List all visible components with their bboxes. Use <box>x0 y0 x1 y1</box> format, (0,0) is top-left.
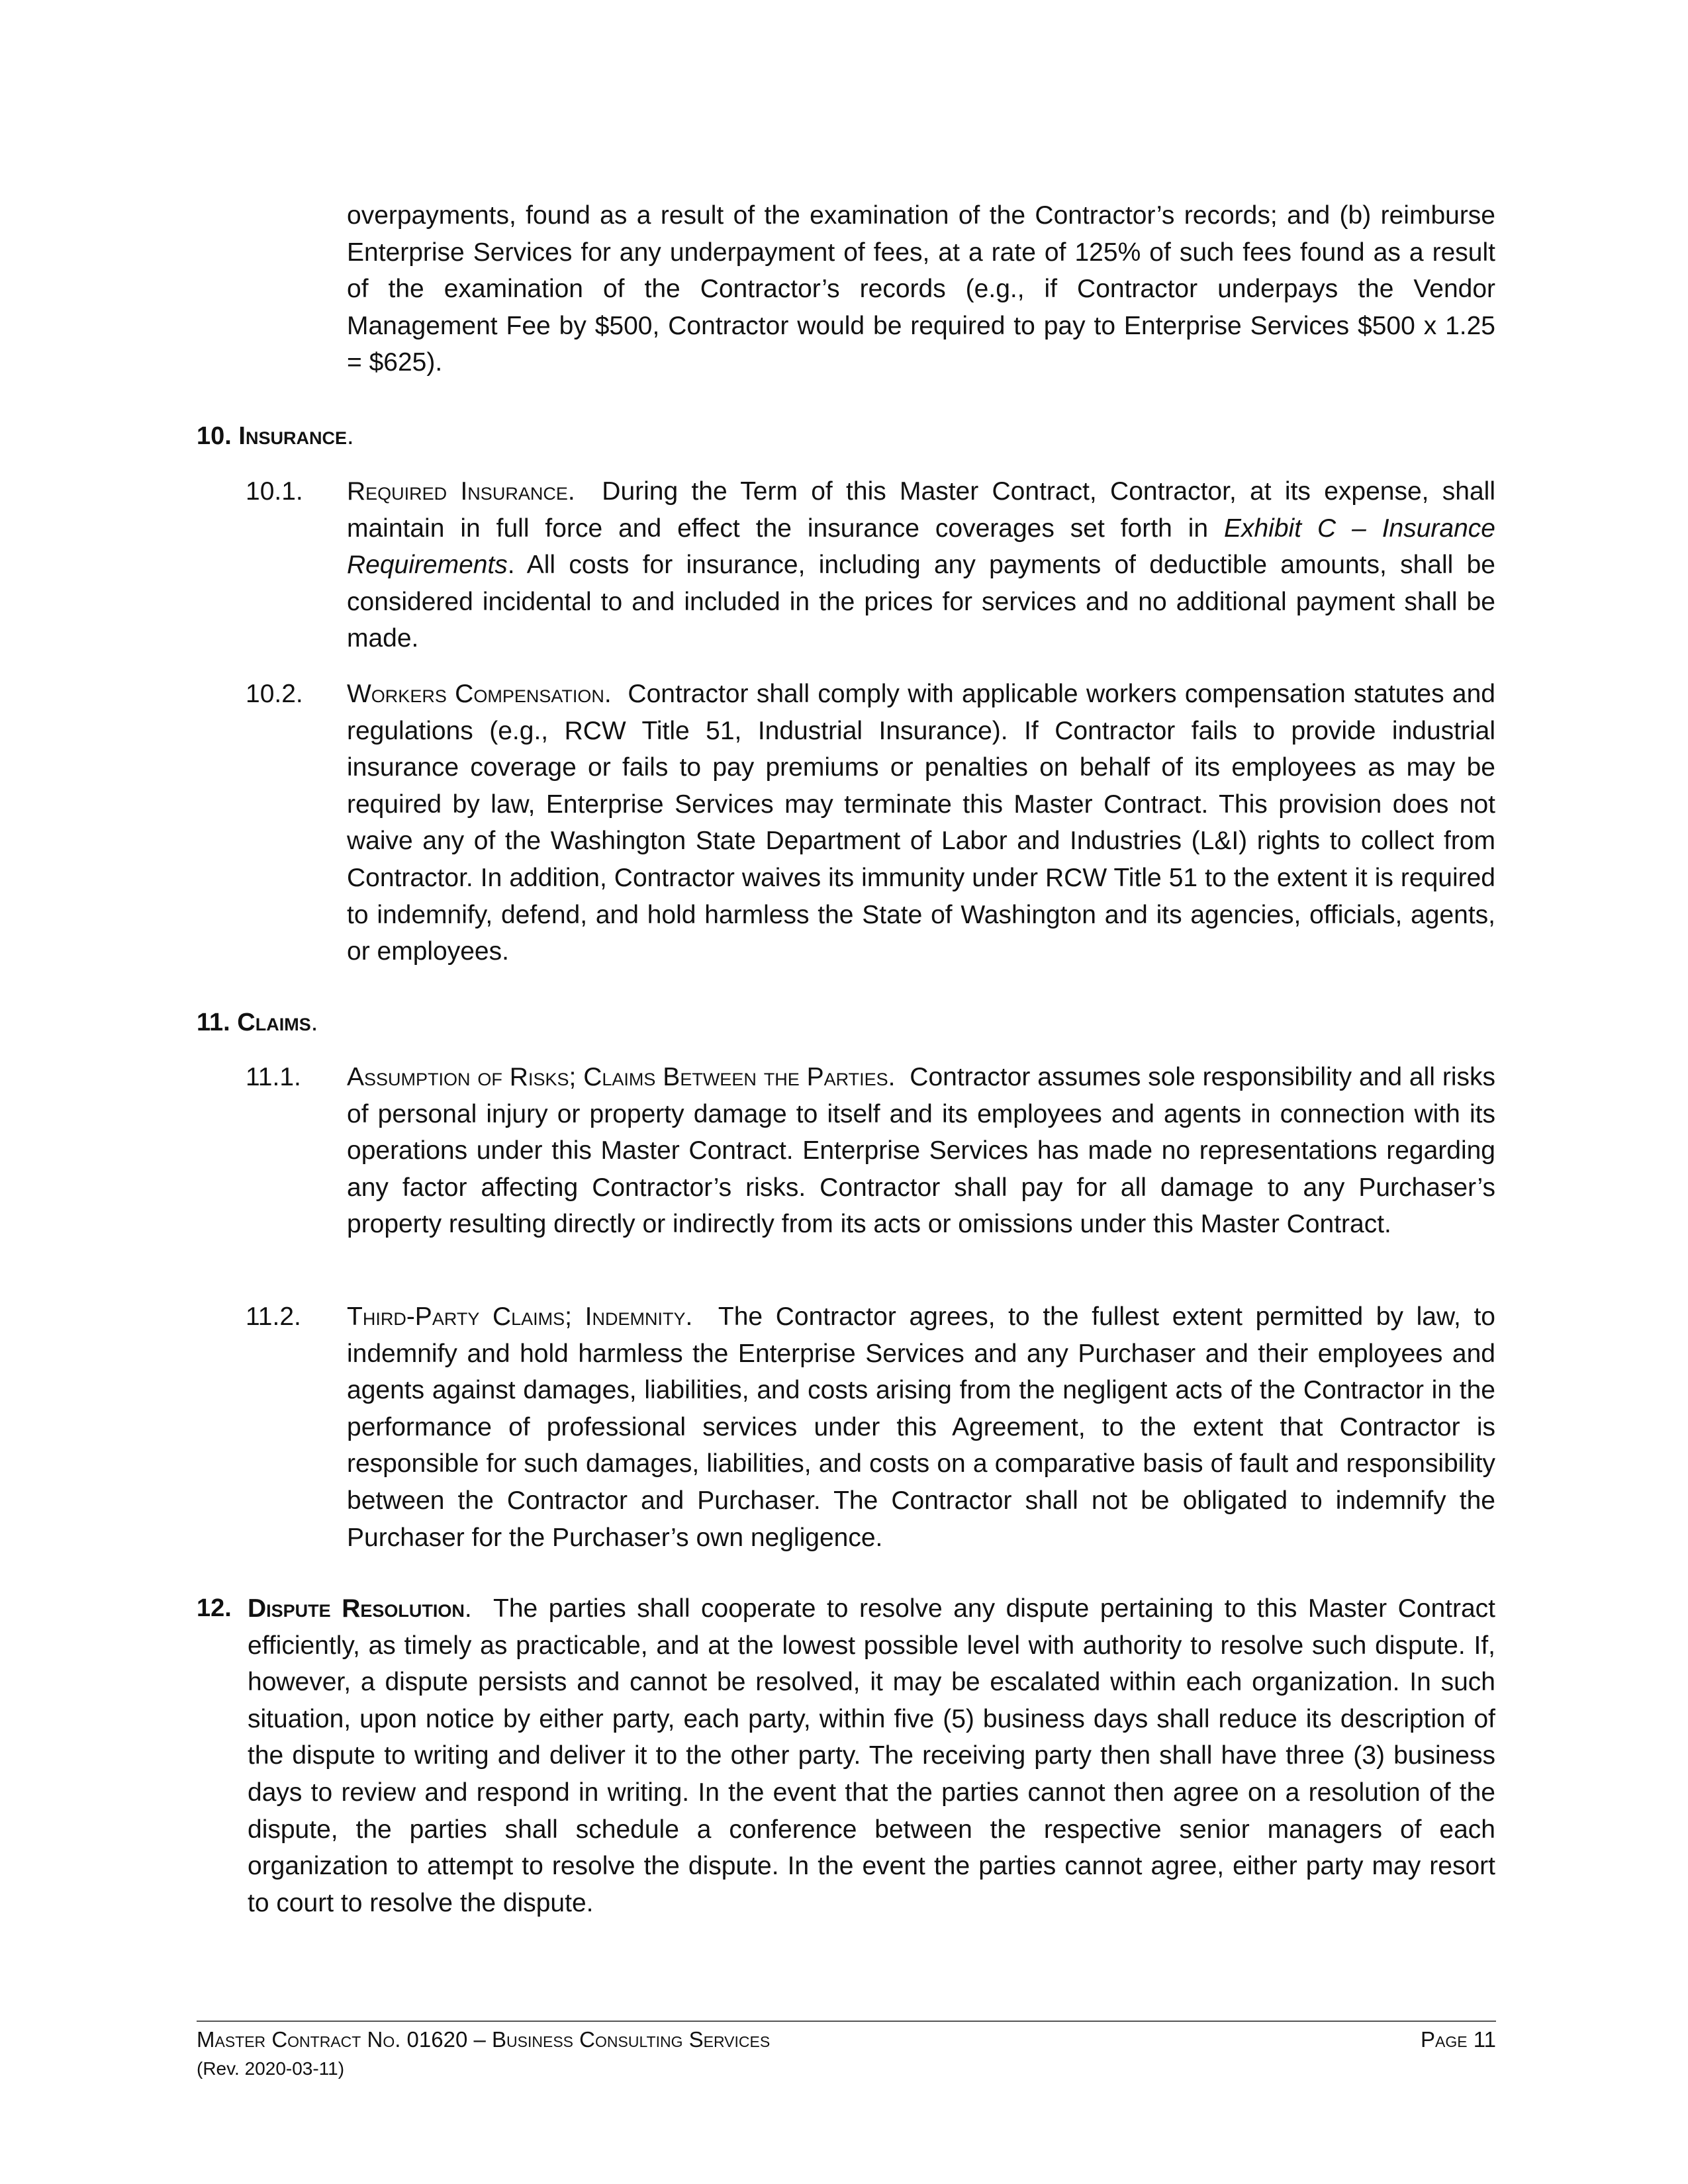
section-12-text: The parties shall cooperate to resolve any dispute pertaining to this Master Contract efficiently, as timely as practicable, and at the lowest possible level with authority to resolve such dispute. If, however, a dispute persists and cannot be resolved, it may be escalated within each organization. In such situation, upon notice by either party, each party, within five (5) business days shall reduce its description of the dispute to writing and deliver it to the other party. The receiving party then shall have three (3) business days to review and respond in writing. In the event that the parties cannot then agree on a resolution of the dispute, the parties shall schedule a conference between the respective senior managers of each organization to attempt to resolve the dispute. In the event the parties cannot agree, either party may resort to court to resolve the dispute. <box>248 1594 1495 1917</box>
section-10-2-paragraph: Workers Compensation. Contractor shall comply with applicable workers compensation statutes and regulations (e.g., RCW Title 51, Industrial Insurance). If Contractor fails to provide industrial insurance coverage or fails to pay premiums or penalties on behalf of its employees as may be required by law, Enterprise Services may terminate this Master Contract. This provision does not waive any of the Washington State Department of Labor and Industries (L&I) rights to collect from Contractor. In addition, Contractor waives its immunity under RCW Title 51 to the extent it is required to indemnify, defend, and hold harmless the State of Washington and its agencies, officials, agents, or employees. <box>347 680 1495 966</box>
section-11-heading: 11. Claims. <box>197 1009 318 1036</box>
section-10-1-paragraph: Required Insurance. During the Term of this Master Contract, Contractor, at its expense, shall maintain in full force and effect the insurance coverages set forth in Exhibit C – Insurance Requirements. All costs for insurance, including any payments of deductible amounts, shall be considered incidental to and included in the prices for services and no additional payment shall be made. <box>347 477 1495 653</box>
section-11-1-paragraph: Assumption of Risks; Claims Between the Parties. Contractor assumes sole responsibility and all risks of personal injury or property damage to itself and its employees and agents in connection with its operations under this Master Contract. Enterprise Services has made no representations regarding any factor affecting Contractor’s risks. Contractor shall pay for all damage to any Purchaser’s property resulting directly or indirectly from its acts or omissions under this Master Contract. <box>347 1063 1496 1239</box>
section-10-title: Insurance <box>238 422 347 450</box>
section-12-paragraph: Dispute Resolution. The parties shall cooperate to resolve any dispute pertaining to this Master Contract efficiently, as timely as practicable, and at the lowest possible level with authority to resolve such dispute. If, however, a dispute persists and cannot be resolved, it may be escalated within each organization. In such situation, upon notice by either party, each party, within five (5) business days shall reduce its description of the dispute to writing and deliver it to the other party. The receiving party then shall have three (3) business days to review and respond in writing. In the event that the parties cannot then agree on a resolution of the dispute, the parties shall schedule a conference between the respective senior managers of each organization to attempt to resolve the dispute. In the event the parties cannot agree, either party may resort to court to resolve the dispute. <box>248 1594 1495 1917</box>
section-12-title: Dispute Resolution <box>248 1594 465 1623</box>
section-10-1-number: 10.1. <box>246 477 303 506</box>
section-11-2-title: Third-Party Claims; Indemnity <box>347 1302 686 1331</box>
section-11-title: Claims <box>237 1009 311 1036</box>
section-10-1-text-a: During the Term of this Master Contract, Contractor, at its expense, shall maintain in full force and effect the insurance coverages set forth in <box>347 477 1495 543</box>
section-11-2-paragraph: Third-Party Claims; Indemnity. The Contractor agrees, to the fullest extent permitted by law, to indemnify and hold harmless the Enterprise Services and any Purchaser and their employees and agents against damages, liabilities, and costs arising from the negligent acts of the Contractor in the performance of professional services under this Agreement, to the extent that Contractor is responsible for such damages, liabilities, and costs on a comparative basis of fault and responsibility between the Contractor and Purchaser. The Contractor shall not be obligated to indemnify the Purchaser for the Purchaser’s own negligence. <box>347 1302 1496 1552</box>
section-10-heading: 10. Insurance. <box>197 422 354 450</box>
section-10-1-title: Required Insurance <box>347 477 568 506</box>
section-10-1-text-b: . All costs for insurance, including any payments of deductible amounts, shall be considered incidental to and included in the prices for services and no additional payment shall be made. <box>347 551 1495 653</box>
section-11-number: 11. <box>197 1009 230 1036</box>
section-10-2-title: Workers Compensation <box>347 680 604 708</box>
section-10-2-text: Contractor shall comply with applicable workers compensation statutes and regulations (e.g., RCW Title 51, Industrial Insurance). If Contractor fails to provide industrial insurance coverage or fails to pay premiums or penalties on behalf of its employees as may be required by law, Enterprise Services may terminate this Master Contract. This provision does not waive any of the Washington State Department of Labor and Industries (L&I) rights to collect from Contractor. In addition, Contractor waives its immunity under RCW Title 51 to the extent it is required to indemnify, defend, and hold harmless the State of Washington and its agencies, officials, agents, or employees. <box>347 680 1495 966</box>
section-10-1-exhibit-ref: Exhibit C – Insurance Requirements <box>347 514 1495 580</box>
footer-page-number: Page 11 <box>1420 2027 1496 2052</box>
section-11-1-number: 11.1. <box>246 1063 301 1091</box>
footer-divider <box>197 2021 1496 2022</box>
section-11-1-text: Contractor assumes sole responsibility and all risks of personal injury or property damage to itself and its employees and agents in connection with its operations under this Master Contract. Enterprise Services has made no representations regarding any factor affecting Contractor’s risks. Contractor shall pay for all damage to any Purchaser’s property resulting directly or indirectly from its acts or omissions under this Master Contract. <box>347 1063 1496 1239</box>
section-12-number: 12. <box>197 1594 232 1622</box>
section-11-2-text: The Contractor agrees, to the fullest extent permitted by law, to indemnify and hold harmless the Enterprise Services and any Purchaser and their employees and agents against damages, liabilities, and costs arising from the negligent acts of the Contractor in the performance of professional services under this Agreement, to the extent that Contractor is responsible for such damages, liabilities, and costs on a comparative basis of fault and responsibility between the Contractor and Purchaser. The Contractor shall not be obligated to indemnify the Purchaser for the Purchaser’s own negligence. <box>347 1302 1496 1552</box>
footer-revision: (Rev. 2020-03-11) <box>197 2058 345 2079</box>
section-10-number: 10. <box>197 422 232 450</box>
intro-paragraph: overpayments, found as a result of the examination of the Contractor’s records; and (b) reimburse Enterprise Services for any underpayment of fees, at a rate of 125% of such fees found as a result of the examination of the Contractor’s records (e.g., if Contractor underpays the Vendor Management Fee by $500, Contractor would be required to pay to Enterprise Services $500 x 1.25 = $625). <box>347 201 1495 377</box>
footer-contract-title: Master Contract No. 01620 – Business Consulting Services <box>197 2027 771 2052</box>
section-10-2-number: 10.2. <box>246 680 303 708</box>
section-11-1-title: Assumption of Risks; Claims Between the Parties <box>347 1063 888 1091</box>
section-11-2-number: 11.2. <box>246 1302 301 1331</box>
